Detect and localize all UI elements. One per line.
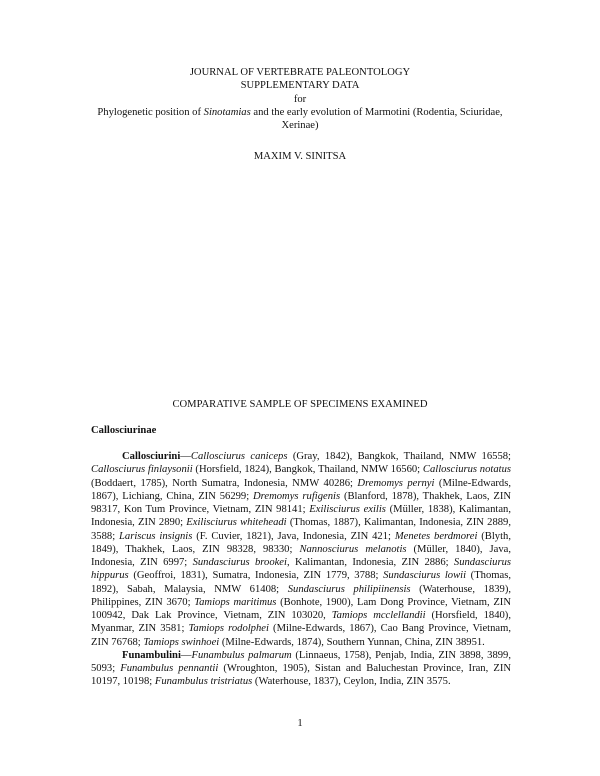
document-header <box>80 66 520 132</box>
species-name: Sundasciurus brookei <box>192 557 287 568</box>
paper-title <box>80 106 520 133</box>
species-name: Exilisciurus whiteheadi <box>186 517 287 529</box>
specimen-details: (Horsfield, 1824), Bangkok, Thailand, NMW 16560; <box>192 464 423 476</box>
page-number: 1 <box>297 718 303 729</box>
species-name: Tamiops rodolphei <box>188 623 269 635</box>
specimen-details: (Boddaert, 1785), North Sumatra, Indonesia, NMW 40286; <box>91 477 358 489</box>
title-prefix: Phylogenetic position of <box>97 106 204 118</box>
specimen-details: (Linnaeus, 1758), Penjab, India, ZIN 3898, 3899, 5093; <box>91 649 511 674</box>
specimen-details: (Waterhouse, 1839), Philippines, ZIN 3670; <box>91 583 512 608</box>
subfamily-heading: Callosciurinae <box>91 425 157 436</box>
specimen-details: (Gray, 1842), Bangkok, Thailand, NMW 16558; <box>287 451 511 462</box>
for-label: for <box>293 93 307 105</box>
species-name: Callosciurus caniceps <box>190 451 288 462</box>
tribe-paragraph: Callosciurini—Callosciurus caniceps (Gray, 1842), Bangkok, Thailand, NMW 16558; Callosciurus finlaysonii (Horsfield, 1824), Bangkok, Thailand, NMW 16560; Callosciurus notatus (Boddaert, 1785), North Sumatra, Indonesia, NMW 40286; Dremomys pernyi (Milne-Edwards, 1867), Lichiang, China, ZIN 56299; Dremomys rufigenis (Blanford, 1878), Thakhek, Laos, ZIN 98317, Kon Tum Province, Vietnam, ZIN 98141; Exilisciurus exilis (Müller, 1838), Kalimantan, Indonesia, ZIN 2890; Exilisciurus whiteheadi (Thomas, 1887), Kalimantan, Indonesia, ZIN 2889, 3588; Lariscus insignis (F. Cuvier, 1821), Java, Indonesia, ZIN 421; Menetes berdmorei (Blyth, 1849), Thakhek, Laos, ZIN 98328, 98330; Nannosciurus melanotis (Müller, 1840), Java, Indonesia, ZIN 6997; Sundasciurus brookei, Kalimantan, Indonesia, ZIN 2886; Sundasciurus hippurus (Geoffroi, 1831), Sumatra, Indonesia, ZIN 1779, 3788; Sundasciurus lowii (Thomas, 1892), Sabah, Malaysia, NMW 61408; Sundasciurus philipiinensis (Waterhouse, 1839), Philippines, ZIN 3670; Tamiops maritimus (Bonhote, 1900), Lam Dong Province, Vietnam, ZIN 100942, Dak Lak Province, Vietnam, ZIN 103020, Tamiops mcclellandii (Horsfield, 1840), Myanmar, ZIN 3581; Tamiops rodolphei (Milne-Edwards, 1867), Cao Bang Province, Vietnam, ZIN 76768; Tamiops swinhoei (Milne-Edwards, 1874), Southern Yunnan, China, ZIN 38951. <box>91 451 512 648</box>
specimen-list <box>91 450 511 689</box>
title-suffix: and the early evolution of Marmotini (Rodentia, Sciuridae, Xerinae) <box>250 106 503 132</box>
journal-name: JOURNAL OF VERTEBRATE PALEONTOLOGY <box>189 67 411 78</box>
specimen-details: (F. Cuvier, 1821), Java, Indonesia, ZIN 421; <box>192 530 395 542</box>
species-name: Callosciurus notatus <box>422 464 512 476</box>
species-name: Funambulus pennantii <box>120 663 219 674</box>
title-genus: Sinotamias <box>203 106 251 118</box>
specimen-details: (Milne-Edwards, 1874), Southern Yunnan, China, ZIN 38951. <box>219 636 485 648</box>
species-name: Exilisciurus exilis <box>309 504 386 515</box>
specimen-details: (Blanford, 1878), Thakhek, Laos, ZIN 98317, Kon Tum Province, Vietnam, ZIN 98141; <box>91 490 512 515</box>
species-name: Tamiops maritimus <box>194 596 277 608</box>
species-name: Dremomys pernyi <box>357 477 435 489</box>
specimen-details: (Bonhote, 1900), Lam Dong Province, Vietnam, ZIN 100942, Dak Lak Province, Vietnam, ZIN 103020, <box>91 596 511 621</box>
tribe-name: Funambulini <box>122 649 181 661</box>
species-name: Sundasciurus philipiinensis <box>287 583 411 595</box>
specimen-details: (Geoffroi, 1831), Sumatra, Indonesia, ZIN 1779, 3788; <box>128 570 384 582</box>
species-name: Dremomys rufigenis <box>253 490 341 502</box>
species-name: Tamiops mcclellandii <box>331 610 426 621</box>
species-name: Nannosciurus melanotis <box>299 543 407 555</box>
species-name: Funambulus tristriatus <box>154 676 253 688</box>
species-name: Menetes berdmorei <box>394 530 478 542</box>
specimen-details: , Kalimantan, Indonesia, ZIN 2886; <box>286 557 454 568</box>
specimen-details: (Milne-Edwards, 1867), Lichiang, China, ZIN 56299; <box>91 477 511 502</box>
species-name: Tamiops swinhoei <box>143 636 220 648</box>
section-title: COMPARATIVE SAMPLE OF SPECIMENS EXAMINED <box>172 399 428 410</box>
species-name: Sundasciurus hippurus <box>91 557 511 582</box>
specimen-details: (Wroughton, 1905), Sistan and Baluchestan Province, Iran, ZIN 10197, 10198; <box>91 663 511 688</box>
tribe-name: Callosciurini <box>122 451 181 462</box>
specimen-details: (Horsfield, 1840), Myanmar, ZIN 3581; <box>91 610 511 635</box>
specimen-details: (Müller, 1838), Kalimantan, Indonesia, ZIN 2890; <box>91 504 511 529</box>
specimen-details: (Müller, 1840), Java, Indonesia, ZIN 6997; <box>91 543 511 568</box>
species-name: Callosciurus finlaysonii <box>91 464 193 476</box>
author-name: MAXIM V. SINITSA <box>253 151 347 162</box>
species-name: Funambulus palmarum <box>191 649 292 661</box>
specimen-details: (Thomas, 1887), Kalimantan, Indonesia, ZIN 2889, 3588; <box>91 517 511 542</box>
supplementary-label: SUPPLEMENTARY DATA <box>240 80 360 92</box>
tribe-paragraph: Funambulini—Funambulus palmarum (Linnaeus, 1758), Penjab, India, ZIN 3898, 3899, 5093; Funambulus pennantii (Wroughton, 1905), Sistan and Baluchestan Province, Iran, ZIN 10197, 10198; Funambulus tristriatus (Waterhouse, 1837), Ceylon, India, ZIN 3575. <box>91 649 511 688</box>
species-name: Lariscus insignis <box>119 530 193 542</box>
specimen-details: (Blyth, 1849), Thakhek, Laos, ZIN 98328, 98330; <box>91 530 511 555</box>
specimen-details: (Thomas, 1892), Sabah, Malaysia, NMW 61408; <box>91 570 511 595</box>
specimen-details: (Milne-Edwards, 1867), Cao Bang Province, Vietnam, ZIN 76768; <box>91 623 511 648</box>
specimen-details: (Waterhouse, 1837), Ceylon, India, ZIN 3575. <box>252 676 451 688</box>
species-name: Sundasciurus lowii <box>383 570 467 582</box>
